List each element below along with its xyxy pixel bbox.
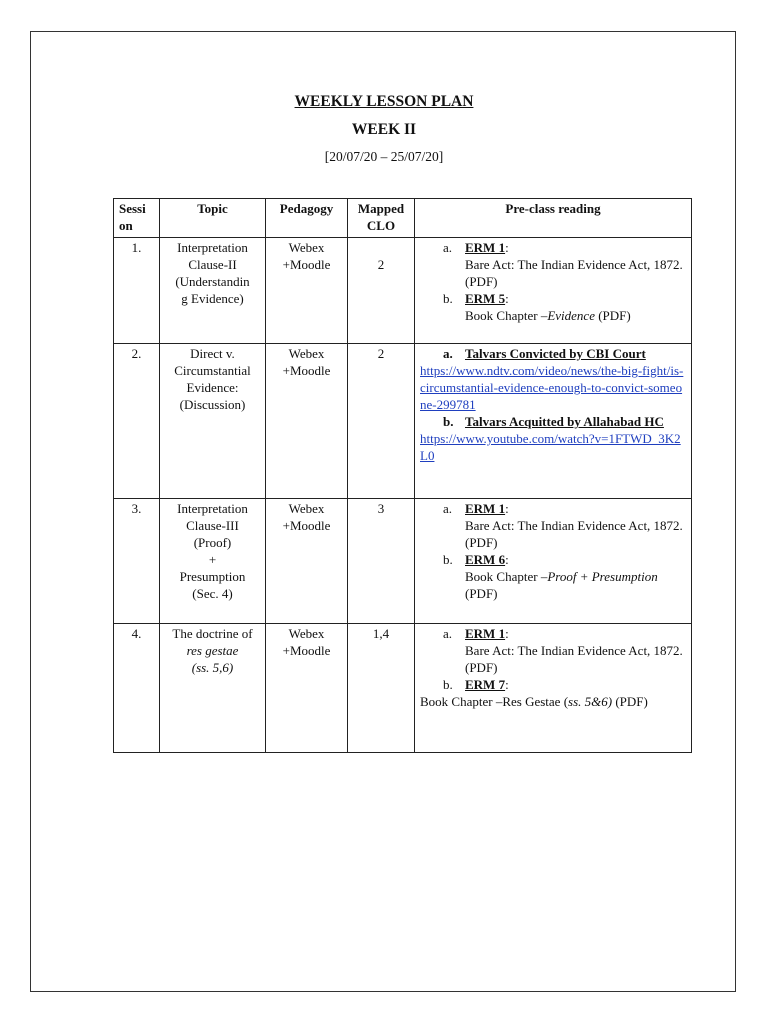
lesson-plan-table	[113, 198, 692, 753]
topic-cell: Interpretation Clause-III (Proof) + Presumption (Sec. 4)	[160, 499, 266, 624]
header-pre-class-reading: Pre-class reading	[415, 199, 692, 238]
reading-item-a: a. ERM 1:	[443, 626, 509, 641]
clo-cell: 2	[348, 238, 415, 344]
pedagogy-cell: Webex +Moodle	[266, 238, 348, 344]
table-header-row	[114, 199, 692, 238]
reading-cell: a. ERM 1: Bare Act: The Indian Evidence Act, 1872. (PDF) b. ERM 7: Book Chapter –Res Gestae (ss. 5&6) (PDF)	[415, 624, 692, 753]
reading-item-a: a. ERM 1:	[443, 501, 509, 516]
reading-item-b: b. Talvars Acquitted by Allahabad HC	[443, 414, 664, 429]
header-session: Session	[114, 199, 160, 238]
session-number: 4.	[114, 624, 160, 753]
table-row	[114, 344, 692, 499]
table-row	[114, 499, 692, 624]
pedagogy-cell: Webex +Moodle	[266, 499, 348, 624]
header-mapped-clo: Mapped CLO	[348, 199, 415, 238]
reading-cell	[415, 344, 692, 499]
table-row	[114, 238, 692, 344]
youtube-video-link[interactable]: https://www.youtube.com/watch?v=1FTWD_3K2L0	[420, 431, 681, 463]
session-number: 1.	[114, 238, 160, 344]
header-pedagogy: Pedagogy	[266, 199, 348, 238]
reading-item-b: b. ERM 6:	[443, 552, 509, 567]
date-range: [20/07/20 – 25/07/20]	[324, 149, 444, 164]
session-number: 3.	[114, 499, 160, 624]
header-topic: Topic	[160, 199, 266, 238]
pedagogy-cell: Webex +Moodle	[266, 344, 348, 499]
topic-cell: The doctrine of res gestae (ss. 5,6)	[160, 624, 266, 753]
pedagogy-cell: Webex +Moodle	[266, 624, 348, 753]
clo-cell: 1,4	[348, 624, 415, 753]
document-title: WEEKLY LESSON PLAN	[294, 93, 474, 110]
topic-cell: Interpretation Clause-II (Understandin g Evidence)	[160, 238, 266, 344]
reading-cell: a. ERM 1: Bare Act: The Indian Evidence Act, 1872. (PDF) b. ERM 5: Book Chapter –Evidence (PDF)	[415, 238, 692, 344]
clo-cell: 2	[348, 344, 415, 499]
reading-item-b: b. ERM 5:	[443, 291, 509, 306]
reading-item-a: a. ERM 1:	[443, 240, 509, 255]
ndtv-video-link[interactable]: https://www.ndtv.com/video/news/the-big-fight/is-circumstantial-evidence-enough-to-convict-someone-299781	[420, 363, 684, 412]
reading-item-b: b. ERM 7:	[443, 677, 509, 692]
topic-cell: Direct v. Circumstantial Evidence: (Discussion)	[160, 344, 266, 499]
week-heading: WEEK II	[351, 121, 417, 138]
clo-cell: 3	[348, 499, 415, 624]
session-number: 2.	[114, 344, 160, 499]
table-row	[114, 624, 692, 753]
reading-cell: a. ERM 1: Bare Act: The Indian Evidence Act, 1872. (PDF) b. ERM 6: Book Chapter –Proof + Presumption (PDF)	[415, 499, 692, 624]
reading-item-a: a. Talvars Convicted by CBI Court	[443, 346, 646, 361]
